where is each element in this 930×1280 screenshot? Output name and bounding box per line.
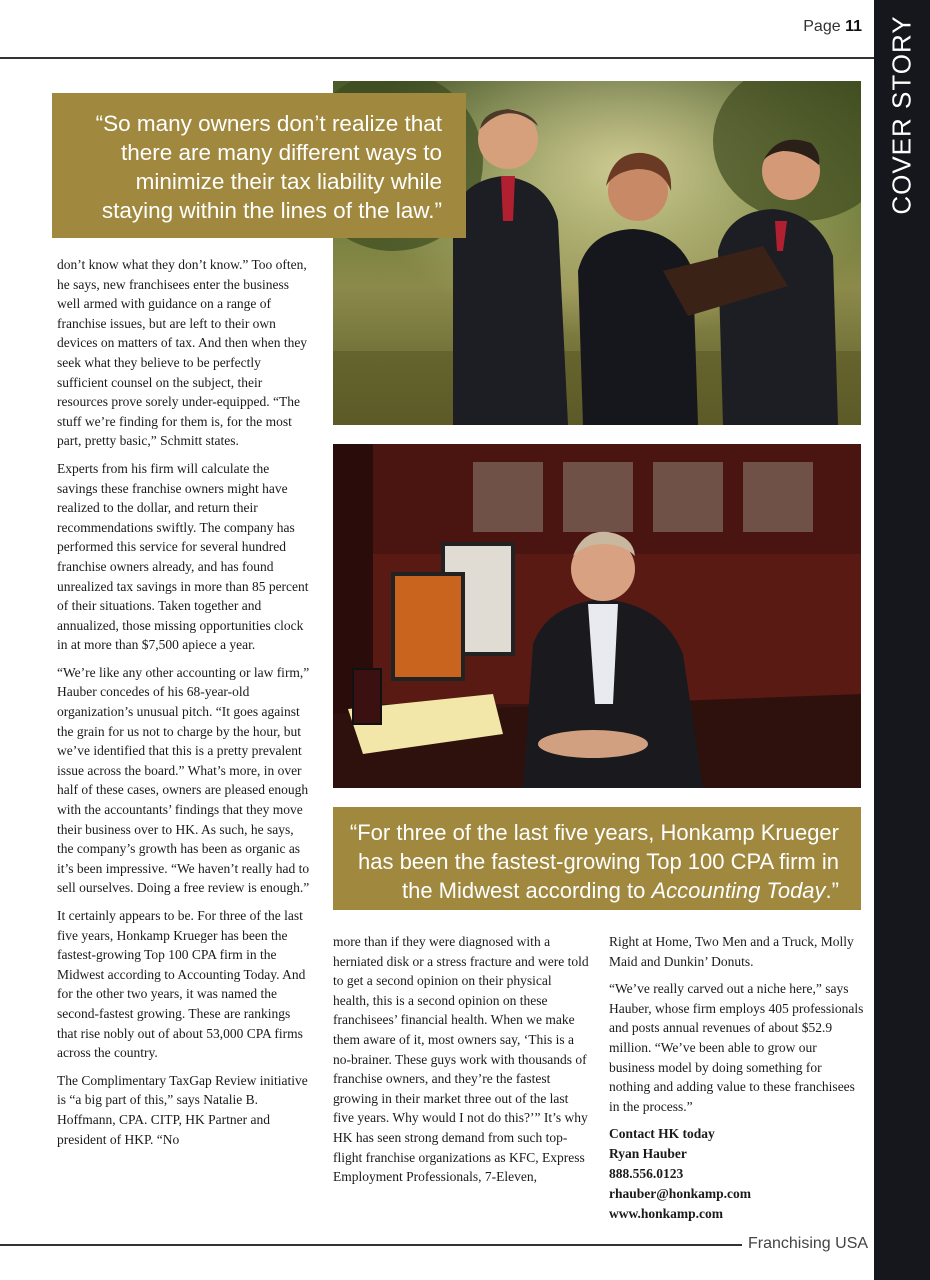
bottom-rule [0, 1244, 742, 1246]
contact-website: www.honkamp.com [609, 1206, 724, 1222]
article-column-1 [57, 255, 313, 1157]
article-column-3 [609, 932, 865, 1224]
article-column-2 [333, 932, 589, 1195]
page-number-value: 11 [845, 18, 862, 35]
paragraph: It certainly appears to be. For three of the last five years, Honkamp Krueger has been the fastest-growing Top 100 CPA firm in the Midwest according to Accounting Today. And for the other two years, it was named the second-fastest growing. These are rankings that rise nobly out of about 53,000 CPA firms across the country. [57, 908, 306, 1061]
paragraph: “We’ve really carved out a niche here,” says Hauber, whose firm employs 405 professionals and posts annual revenues of about $52.9 million. “We’ve been able to grow our business model by doing something for nothing and adding value to these franchisees in the process.” [609, 981, 864, 1114]
section-label: COVER STORY [886, 15, 917, 215]
page-number [803, 18, 862, 36]
page-label: Page [803, 18, 841, 35]
contact-email: rhauber@honkamp.com [609, 1186, 751, 1202]
paragraph: The Complimentary TaxGap Review initiative is “a big part of this,” says Natalie B. Hoffmann, CPA. CITP, HK Partner and president of HKP. “No [57, 1072, 308, 1147]
contact-heading: Contact HK today [609, 1126, 715, 1142]
paragraph: don’t know what they don’t know.” Too often, he says, new franchisees enter the business well armed with guidance on a range of franchise issues, but are left to their own devices on matters of tax. And then when they seek what they believe to be perfectly sufficient counsel on the subject, their resources prove sorely under-equipped. “The stuff we’re finding for them is, for the most part, pretty basic,” Schmitt states. [57, 257, 308, 449]
paragraph: more than if they were diagnosed with a herniated disk or a stress fracture and were told to get a second opinion on their physical health, this is a second opinion on these franchisees’ financial health. When we make them aware of it, most owners say, ‘This is a no-brainer. These guys work with thousands of franchise owners, and they’re the fastest growing in their market three out of the last five years. Why would I not do this?’” It’s why HK has seen strong demand from such top-flight franchise organizations as KFC, Express Employment Professionals, 7-Eleven, [333, 934, 589, 1185]
contact-phone: 888.556.0123 [609, 1166, 684, 1182]
pull-quote-2-text: “For three of the last five years, Honkamp Krueger has been the fastest-growing Top 100 CPA firm in the Midwest according to [349, 820, 839, 903]
footer-publication: Franchising USA [748, 1235, 869, 1252]
paragraph: Experts from his firm will calculate the savings these franchise owners might have realized to the dollar, and return their recommendations swiftly. The company has performed this service for several hundred franchise owners already, and has found unrealized tax savings in more than 85 percent of their situations. Taken together and annualized, those missing opportunities clock in at more than $7,500 apiece a year. [57, 460, 309, 653]
top-rule [0, 57, 874, 59]
paragraph: “We’re like any other accounting or law firm,” Hauber concedes of his 68-year-old organization’s unusual pitch. “It goes against the grain for us not to charge by the hour, but we’ve identified that this is a pretty prevalent issue across the board.” What’s more, in over half of these cases, owners are pleased enough with the accountants’ findings that they move their business over to HK. As such, he says, the company’s growth has been as organic as it’s been impressive. “We haven’t really had to sell ourselves. Doing a free review is enough.” [57, 664, 310, 896]
photo-man-at-desk-illustration [333, 444, 861, 788]
contact-name: Ryan Hauber [609, 1146, 687, 1162]
pull-quote-2-end: .” [825, 878, 839, 903]
paragraph: Right at Home, Two Men and a Truck, Molly Maid and Dunkin’ Donuts. [609, 934, 854, 969]
contact-block [609, 1124, 865, 1224]
pull-quote-2-italic: Accounting Today [651, 878, 826, 903]
pull-quote-1: “So many owners don’t realize that there are many different ways to minimize their tax liability while staying within the lines of the law.” [52, 93, 466, 238]
photo-man-at-desk [333, 444, 861, 788]
pull-quote-2 [333, 807, 861, 910]
